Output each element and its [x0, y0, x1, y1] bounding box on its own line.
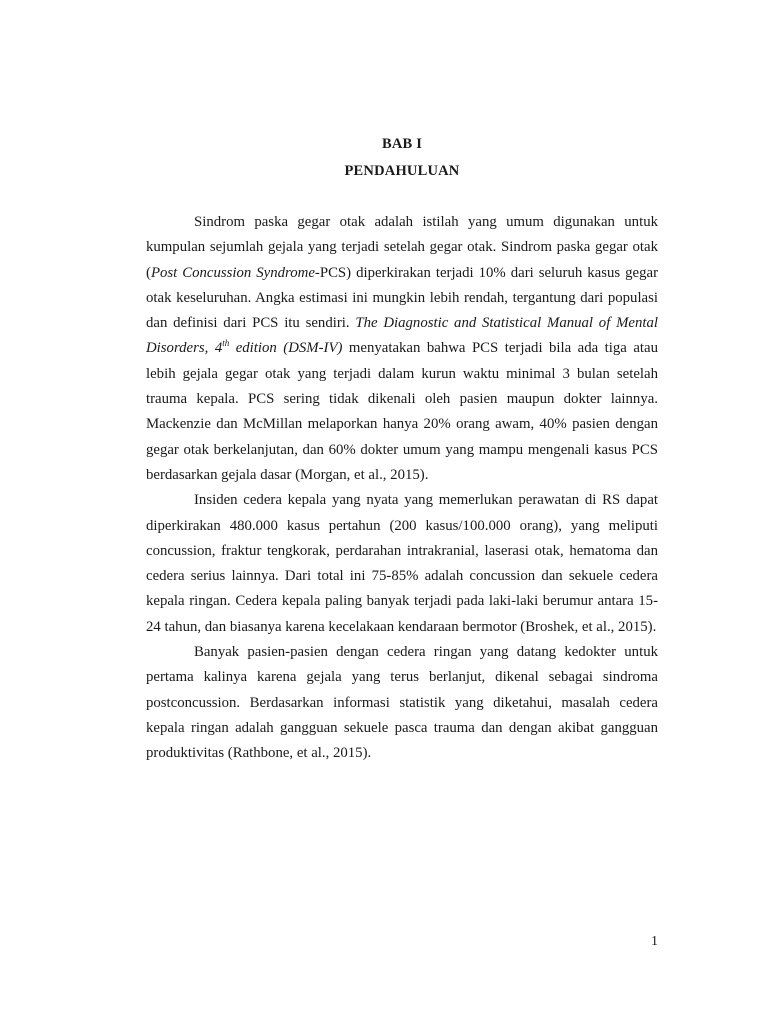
p1-text-g: menyatakan bahwa PCS terjadi bila ada tiga atau lebih gejala gegar otak yang terjadi dalam kurun waktu minimal 3 bulan setelah trauma kepala. PCS sering tidak dikenali oleh pasien maupun dokter lainnya. Mackenzie dan McMillan melaporkan hanya 20% orang awam, 40% pasien dengan gegar otak berkelanjutan, dan 60% dokter umum yang mampu mengenali kasus PCS berdasarkan gejala dasar (Morgan, et al., 2015). [146, 340, 658, 483]
p1-superscript-th: th [222, 338, 230, 349]
paragraph-3: Banyak pasien-pasien dengan cedera ringan yang datang kedokter untuk pertama kalinya karena gejala yang terus berlanjut, dikenal sebagai sindroma postconcussion. Berdasarkan informasi statistik yang diketahui, masalah cedera kepala ringan adalah gangguan sekuele pasca trauma dan dengan akibat gangguan produktivitas (Rathbone, et al., 2015). [146, 644, 658, 762]
p1-italic-dsm-edition: edition (DSM-IV) [229, 340, 343, 357]
p1-text-a: Sindrom paska gegar otak adalah istilah yang umum digunakan untuk kumpulan sejumlah gejala yang terjadi setelah gegar otak. Sindrom paska gegar otak ( [146, 214, 658, 281]
chapter-heading: BAB I [381, 136, 423, 152]
chapter-title: PENDAHULUAN [344, 163, 460, 179]
page-number: 1 [651, 934, 658, 949]
p1-italic-pcs: Post Concussion Syndrome [150, 264, 315, 281]
paragraph-2: Insiden cedera kepala yang nyata yang memerlukan perawatan di RS dapat diperkirakan 480.000 kasus pertahun (200 kasus/100.000 orang), yang meliputi concussion, fraktur tengkorak, perdarahan intrakranial, laserasi otak, hematoma dan cedera serius lainnya. Dari total ini 75-85% adalah concussion dan sekuele cedera kepala ringan. Cedera kepala paling banyak terjadi pada laki-laki berumur antara 15- 24 tahun, dan biasanya karena kecelakaan kendaraan bermotor (Broshek, et al., 2015). [146, 492, 658, 635]
p1-text-c: -PCS) diperkirakan terjadi 10% dari seluruh kasus gegar otak keseluruhan. Angka estimasi ini mungkin lebih rendah, tergantung dari populasi dan definisi dari PCS itu sendiri. [146, 264, 658, 332]
p1-italic-dsm-title: The Diagnostic and Statistical Manual of Mental Disorders, 4 [146, 315, 659, 357]
body-text [146, 210, 658, 767]
paragraph-1 [146, 210, 658, 488]
